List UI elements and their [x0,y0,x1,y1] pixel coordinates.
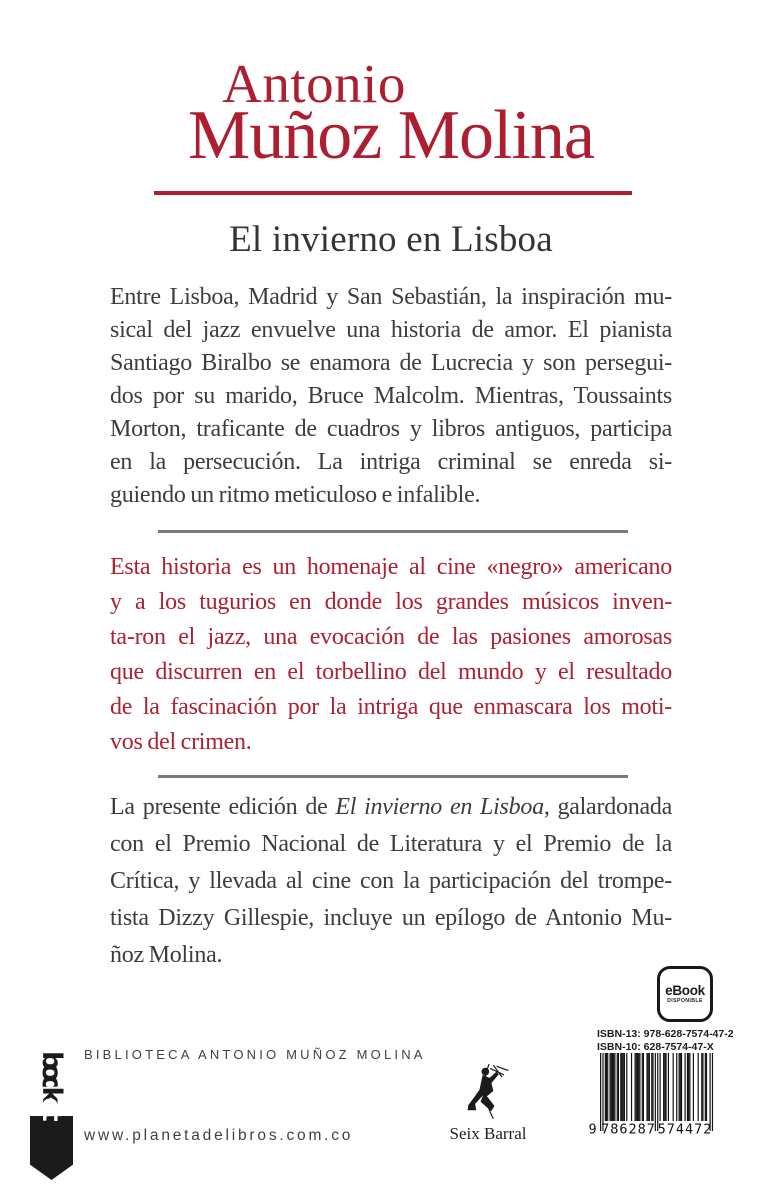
synopsis-line: dos por su marido, Bruce Malcolm. Mientras, Toussaints [110,383,672,409]
edition-note-text: La presente edición de [110,794,336,820]
book-title: El invierno en Lisboa [229,219,553,260]
synopsis-line: Entre Lisboa, Madrid y San Sebastián, la inspiración mu- [110,284,672,310]
publisher-website: www.planetadelibros.com.co [84,1127,354,1144]
synopsis-paragraph [110,281,672,512]
svg-text:786287: 786287 [601,1121,656,1138]
edition-note-line: tista Dizzy Gillespie, incluye un epílogo de Antonio Mu- [110,905,672,931]
seix-barral-logo [448,1062,528,1148]
ebook-badge [657,966,713,1022]
booket-word-part: boo [36,1051,67,1087]
edition-note-paragraph [110,789,672,974]
synopsis-line: Santiago Biralbo se enamora de Lucrecia y son persegui- [110,350,672,376]
author-underline-rule [154,191,632,195]
highlight-line: ta-ron el jazz, una evocación de las pasiones amorosas [110,624,672,650]
highlight-line: de la fascinación por la intriga que enmascara los moti- [110,694,672,720]
highlight-line: y a los tugurios en donde los grandes músicos inven- [110,589,672,615]
isbn-block [597,1028,757,1053]
seix-barral-archer-icon [461,1062,515,1122]
isbn10-label: ISBN-10: 628-7574-47-X [597,1040,714,1053]
isbn13-label: ISBN-13: 978-628-7574-47-2 [597,1028,734,1040]
booket-wordmark [36,1051,66,1115]
section-divider-top [158,530,628,533]
booket-word-part: et [36,1097,67,1115]
collection-name: BIBLIOTECA ANTONIO MUÑOZ MOLINA [84,1047,426,1062]
ebook-badge-title: eBook [665,982,705,998]
booket-bookmark-icon [30,1116,73,1180]
synopsis-line: sical del jazz envuelve una historia de amor. El pianista [110,317,672,343]
edition-note-line: Crítica, y llevada al cine con la participación del trompe- [110,868,672,894]
edition-note-line [110,789,672,826]
highlight-line: vos del crimen. [110,729,252,755]
svg-text:9: 9 [588,1121,598,1138]
barcode [587,1053,715,1149]
edition-note-text: , galardonada [543,794,672,820]
synopsis-line: guiendo un ritmo meticuloso e infalible. [110,482,481,508]
svg-text:574472: 574472 [657,1121,713,1138]
highlight-line: Esta historia es un homenaje al cine «negro» americano [110,554,672,580]
edition-note-line: con el Premio Nacional de Literatura y el Premio de la [110,831,672,857]
highlight-paragraph [110,550,672,760]
booket-logo [28,1051,74,1183]
author-name-line2: Muñoz Molina [187,97,595,174]
ean13-barcode-icon [587,1053,715,1149]
author-name-line1: Antonio [222,53,406,114]
synopsis-line: en la persecución. La intriga criminal se enreda si- [110,449,672,475]
ebook-badge-subtitle: DISPONIBLE [667,997,703,1004]
seix-barral-label: Seix Barral [449,1124,527,1143]
section-divider-bottom [158,775,628,778]
highlight-line: que discurren en el torbellino del mundo y el resultado [110,659,672,685]
edition-note-book-title-italic: El invierno en Lisboa [335,794,544,820]
booket-word-part: k [36,1086,67,1098]
edition-note-line: ñoz Molina. [110,942,223,968]
synopsis-line: Morton, traficante de cuadros y libros antiguos, participa [110,416,672,442]
